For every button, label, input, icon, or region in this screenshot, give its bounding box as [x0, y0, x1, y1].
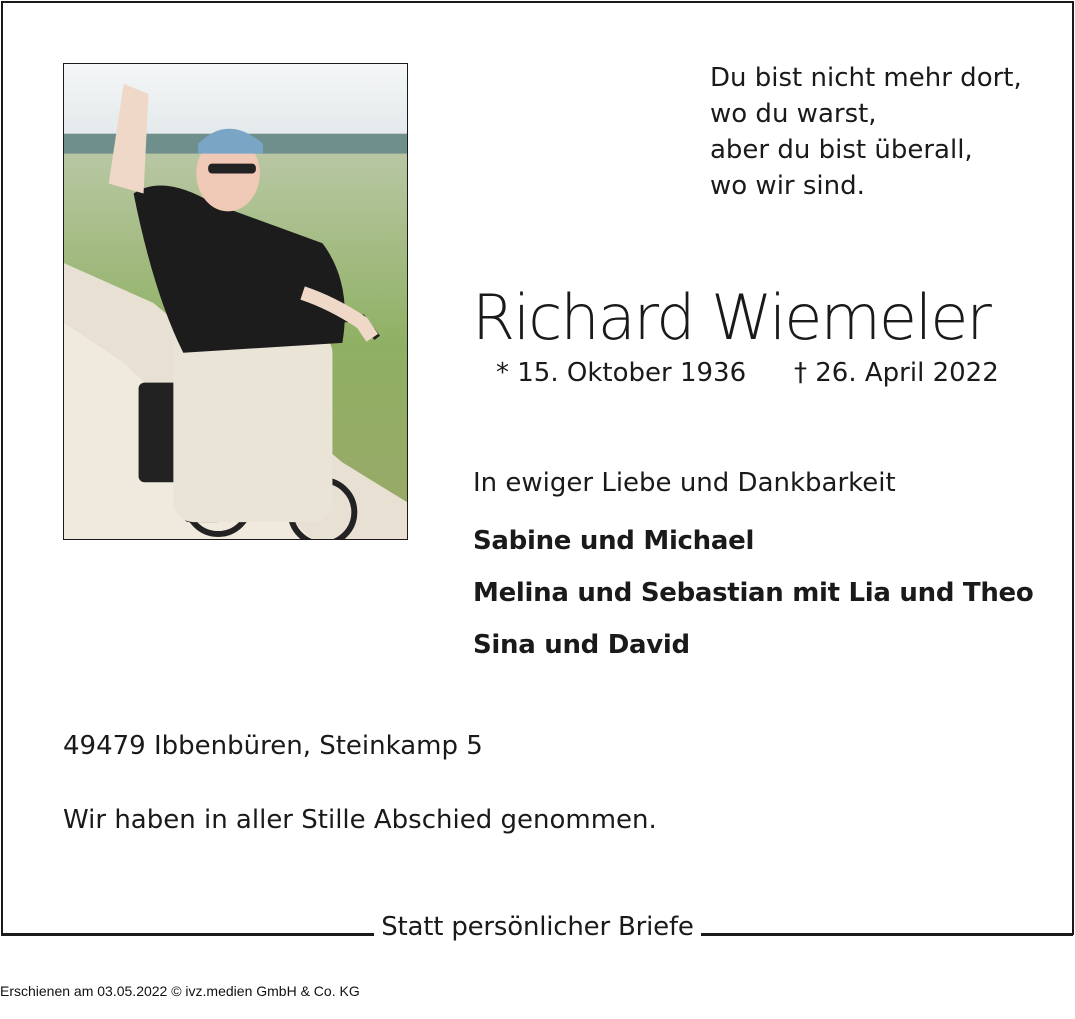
birth-date: * 15. Oktober 1936 [496, 358, 747, 388]
death-date: † 26. April 2022 [794, 358, 999, 388]
poem-line: wo wir sind. [710, 171, 865, 201]
footer-caption: Statt persönlicher Briefe [381, 912, 694, 942]
poem-line: aber du bist überall, [710, 135, 973, 165]
poem-line: wo du warst, [710, 99, 877, 129]
mourners-list [473, 515, 1033, 671]
poem-line: Du bist nicht mehr dort, [710, 63, 1022, 93]
bottom-rule-left [1, 933, 374, 936]
mourner-entry: Melina und Sebastian mit Lia und Theo [473, 578, 1034, 608]
mourning-intro: In ewiger Liebe und Dankbarkeit [473, 468, 896, 498]
portrait-photo [63, 63, 408, 540]
portrait-photo-icon [64, 64, 407, 539]
deceased-name: Richard Wiemeler [472, 281, 990, 354]
farewell-note: Wir haben in aller Stille Abschied genommen. [63, 805, 657, 835]
mourner-entry: Sabine und Michael [473, 526, 755, 556]
publisher-credit: Erschienen am 03.05.2022 © ivz.medien GmbH & Co. KG [0, 983, 360, 999]
mourner-entry: Sina und David [473, 630, 690, 660]
bottom-rule-right [701, 933, 1073, 936]
memorial-poem [710, 60, 1022, 204]
address: 49479 Ibbenbüren, Steinkamp 5 [63, 731, 483, 761]
